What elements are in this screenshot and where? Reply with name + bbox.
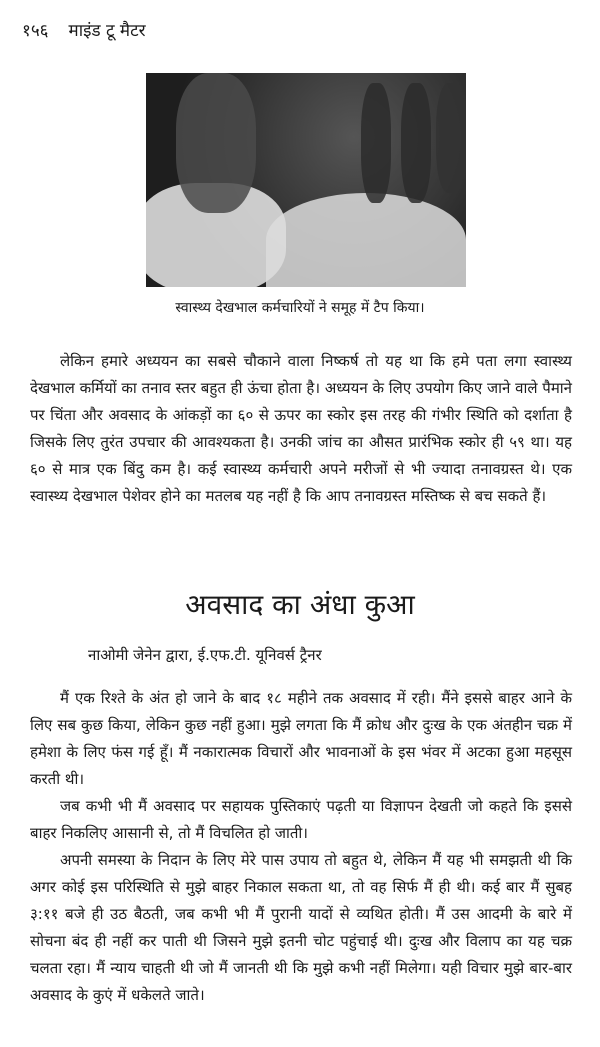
intro-paragraph: लेकिन हमारे अध्ययन का सबसे चौकाने वाला निष्कर्ष तो यह था कि हमे पता लगा स्वास्थ्य देखभाल कर्मियों का तनाव स्तर बहुत ही ऊंचा होता है। अध्ययन के लिए उपयोग किए जाने वाले पैमाने पर चिंता और अवसाद के आंकड़ों का ६० से ऊपर का स्कोर इस तरह की गंभीर स्थिति को दर्शाता है जिसके लिए तुरंत उपचार की आवश्यकता है। उनकी जांच का औसत प्रारंभिक स्कोर ही ५९ था। यह ६० से मात्र एक बिंदु कम है। कई स्वास्थ्य कर्मचारी अपने मरीजों से भी ज्यादा तनावग्रस्त थे। एक स्वास्थ्य देखभाल पेशेवर होने का मतलब यह नहीं है कि आप तनावग्रस्त मस्तिष्क से बच सकते हैं। xyxy=(30,352,572,505)
page-number: १५६ xyxy=(22,21,49,41)
body-paragraph: अपनी समस्या के निदान के लिए मेरे पास उपाय तो बहुत थे, लेकिन मैं यह भी समझती थी कि अगर कोई इस परिस्थिति से मुझे बाहर निकाल सकता था, तो वह सिर्फ मैं ही थी। कई बार मैं सुबह ३:११ बजे ही उठ बैठती, जब कभी भी मैं पुरानी यादों से व्यथित होती। मैं उस आदमी के बारे में सोचना बंद ही नहीं कर पाती थी जिसने मुझे इतनी चोट पहुंचाई थी। दुःख और विलाप का यह चक्र चलता रहा। मैं न्याय चाहती थी जो मैं जानती थी कि मुझे कभी नहीं मिलेगा। यही विचार मुझे बार-बार अवसाद के कुएं में धकेलते जाते। xyxy=(30,851,572,1004)
running-header xyxy=(22,18,146,41)
section-byline: नाओमी जेनेन द्वारा, ई.एफ.टी. यूनिवर्स ट्रैनर xyxy=(88,646,322,664)
book-title: माइंड टू मैटर xyxy=(68,21,146,41)
body-paragraph: मैं एक रिश्ते के अंत हो जाने के बाद १८ महीने तक अवसाद में रही। मैंने इससे बाहर आने के लिए सब कुछ किया, लेकिन कुछ नहीं हुआ। मुझे लगता कि मैं क्रोध और दुःख के एक अंतहीन चक्र में हमेशा के लिए फंस गई हूँ। मैं नकारात्मक विचारों और भावनाओं के इस भंवर में अटका हुआ महसूस करती थी। xyxy=(30,689,572,788)
figure-caption: स्वास्थ्य देखभाल कर्मचारियों ने समूह में टैप किया। xyxy=(175,300,425,316)
section-heading: अवसाद का अंधा कुआ xyxy=(185,588,415,621)
group-tapping-photo xyxy=(146,73,466,287)
body-paragraph: जब कभी भी मैं अवसाद पर सहायक पुस्तिकाएं पढ़ती या विज्ञापन देखती जो कहते कि इससे बाहर निकलिए आसानी से, तो मैं विचलित हो जाती। xyxy=(30,797,572,842)
